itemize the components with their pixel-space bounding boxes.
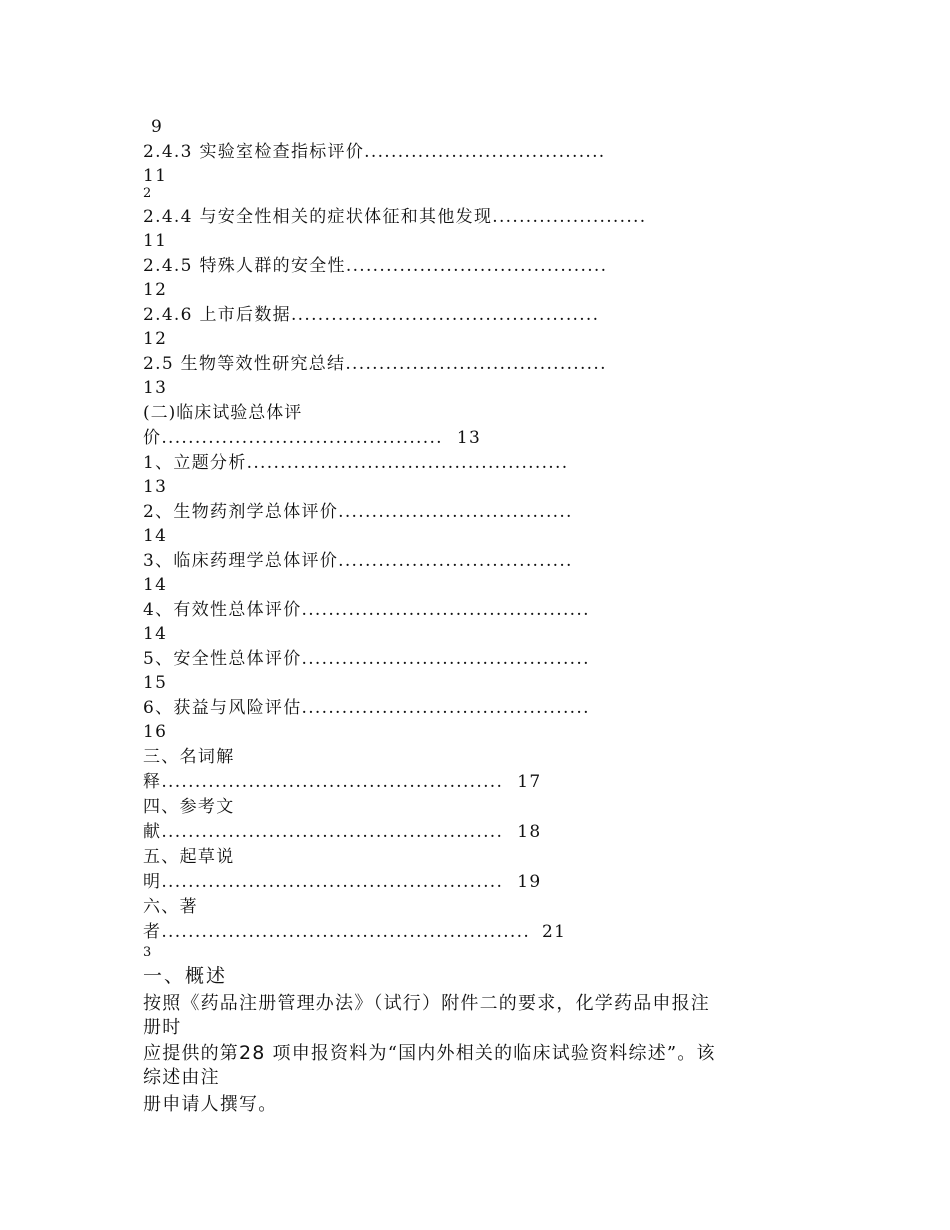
paragraph-line: 综述由注 (143, 1067, 220, 1088)
toc-page-number: 17 (517, 772, 542, 792)
toc-entry-label: 6、获益与风险评估 (143, 698, 302, 718)
toc-entry[interactable] (143, 549, 573, 573)
paragraph-line: 册申请人撰写。 (143, 1094, 278, 1115)
toc-entry-label: 释 (143, 772, 162, 792)
toc-leader-dots: ....................................................... (161, 922, 531, 942)
toc-page-number: 16 (143, 722, 168, 742)
toc-entry-label: 六、著 (143, 897, 198, 917)
toc-entry-label: 价 (143, 428, 162, 448)
paragraph-line: 册时 (143, 1017, 182, 1038)
toc-entry[interactable] (143, 426, 481, 450)
toc-entry[interactable] (143, 820, 541, 844)
toc-entry-label: 2.4.6 上市后数据 (143, 305, 291, 325)
toc-leader-dots: .............................................. (290, 305, 600, 325)
toc-page-number: 11 (143, 231, 168, 251)
toc-page-number: 13 (143, 477, 168, 497)
toc-leader-dots: ........................................... (301, 698, 590, 718)
toc-page-number: 14 (143, 526, 168, 546)
page-marker: 2 (143, 186, 152, 201)
toc-entry[interactable] (143, 254, 607, 278)
toc-entry[interactable] (143, 770, 541, 794)
toc-leader-dots: .......................................... (161, 428, 443, 448)
toc-page-number: 15 (143, 673, 168, 693)
toc-leader-dots: ....................................... (345, 354, 607, 374)
toc-leader-dots: ........................................... (301, 649, 590, 669)
toc-leader-dots: .................................... (364, 142, 606, 162)
toc-entry-label: 三、名词解 (143, 747, 235, 767)
toc-entry-label: 3、临床药理学总体评价 (143, 551, 339, 571)
toc-entry[interactable] (143, 500, 573, 524)
toc-entry-label: 2.4.4 与安全性相关的症状体征和其他发现 (143, 207, 493, 227)
toc-entry-label: 1、立题分析 (143, 453, 247, 473)
toc-entry[interactable] (143, 870, 541, 894)
toc-entry[interactable] (143, 647, 590, 671)
toc-entry[interactable] (143, 451, 568, 475)
toc-entry-label: 2.4.3 实验室检查指标评价 (143, 142, 365, 162)
toc-leader-dots: ................................................ (246, 453, 569, 473)
paragraph-line: 按照《药品注册管理办法》（试行）附件二的要求，化学药品申报注 (143, 993, 710, 1014)
toc-page-number: 12 (143, 329, 168, 349)
toc-leader-dots: ........................................... (301, 600, 590, 620)
toc-leader-dots: ................................... (338, 551, 573, 571)
toc-page-number: 18 (517, 822, 542, 842)
toc-entry-label: 4、有效性总体评价 (143, 600, 302, 620)
toc-entry-label: 五、起草说 (143, 847, 235, 867)
toc-page-number: 19 (517, 872, 542, 892)
toc-page-number: 12 (143, 280, 168, 300)
toc-entry[interactable] (143, 303, 599, 327)
toc-entry-label: 明 (143, 872, 162, 892)
paragraph-line (143, 1041, 716, 1066)
toc-entry-label: 2.4.5 特殊人群的安全性 (143, 256, 346, 276)
toc-entry[interactable] (143, 598, 590, 622)
toc-entry-label: 者 (143, 922, 162, 942)
toc-entry[interactable] (143, 205, 646, 229)
paragraph-text: 项申报资料为“国内外相关的临床试验资料综述”。该 (265, 1043, 716, 1064)
toc-page-number: 9 (151, 117, 164, 137)
page-marker: 3 (143, 945, 152, 960)
toc-entry-label: 5、安全性总体评价 (143, 649, 302, 669)
toc-leader-dots: ................................................... (161, 772, 504, 792)
toc-page-number: 13 (456, 428, 482, 448)
toc-entry-label: 2.5 生物等效性研究总结 (143, 354, 346, 374)
toc-leader-dots: ................................................... (161, 872, 504, 892)
toc-entry-label: (二)临床试验总体评 (143, 403, 303, 423)
toc-leader-dots: ................................................... (161, 822, 504, 842)
toc-page-number: 21 (542, 922, 567, 942)
toc-page-number: 13 (143, 378, 168, 398)
toc-leader-dots: ................................... (338, 502, 573, 522)
toc-entry[interactable] (143, 140, 606, 164)
paragraph-text: 应提供的第 (143, 1043, 239, 1064)
toc-entry[interactable] (143, 352, 607, 376)
toc-page-number: 14 (143, 575, 168, 595)
toc-entry-label: 四、参考文 (143, 797, 235, 817)
toc-leader-dots: ....................................... (345, 256, 608, 276)
toc-entry[interactable] (143, 696, 590, 720)
toc-page-number: 14 (143, 624, 168, 644)
toc-entry-label: 献 (143, 822, 162, 842)
toc-entry[interactable] (143, 920, 566, 944)
toc-leader-dots: ....................... (492, 207, 647, 227)
toc-entry-label: 2、生物药剂学总体评价 (143, 502, 339, 522)
paragraph-number: 28 (239, 1042, 266, 1064)
section-heading: 一、概述 (143, 965, 228, 987)
toc-page-number: 11 (143, 166, 168, 186)
